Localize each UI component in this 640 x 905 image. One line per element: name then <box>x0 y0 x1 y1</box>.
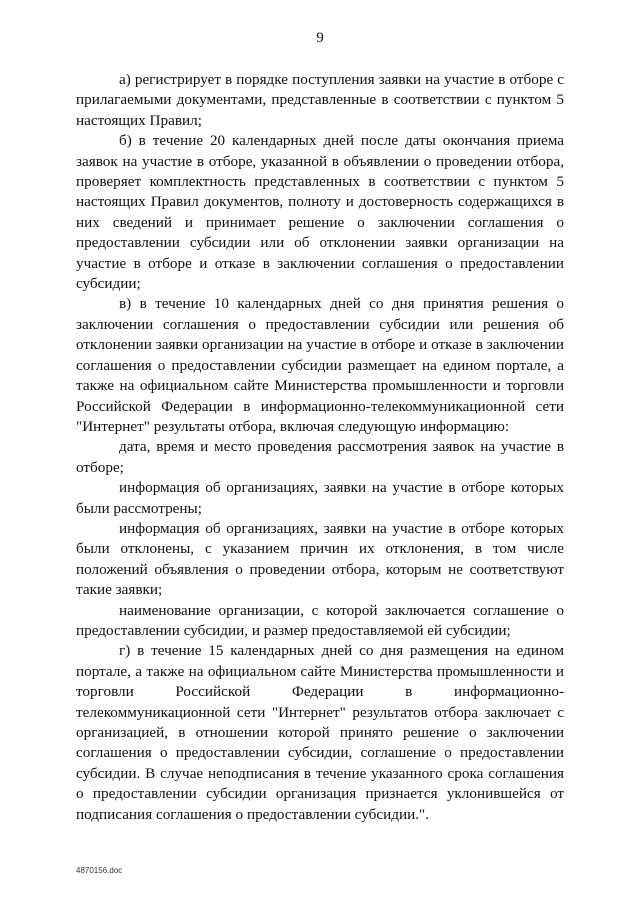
list-item-date: дата, время и место проведения рассмотрения заявок на участие в отборе; <box>76 438 564 476</box>
page-number: 9 <box>316 30 324 46</box>
paragraph-g: г) в течение 15 календарных дней со дня размещения на едином портале, а также на официальном сайте Министерства промышленности и торговли Российской Федерации в информационно-телекоммуникационной сети "Интернет" результатов отбора заключает с организацией, в отношении которой принято решение о заключении соглашения о предоставлении субсидии, соглашение о предоставлении субсидии. В случае неподписания в течение указанного срока соглашения о предоставлении субсидии организация признается уклонившейся от подписания соглашения о предоставлении субсидии.". <box>76 642 564 823</box>
document-filename: 4870156.doc <box>76 866 123 875</box>
list-item-recipient: наименование организации, с которой заключается соглашение о предоставлении субсидии, и размер предоставляемой ей субсидии; <box>76 601 564 639</box>
list-item-rejected: информация об организациях, заявки на участие в отборе которых были отклонены, с указанием причин их отклонения, в том числе положений объявления о проведении отбора, которым не соответствуют такие заявки; <box>76 519 564 599</box>
paragraph-b: б) в течение 20 календарных дней после даты окончания приема заявок на участие в отборе, указанной в объявлении о проведении отбора, проверяет комплектность представленных в соответствии с пунктом 5 настоящих Правил документов, полноту и достоверность содержащихся в них сведений и принимает решение о заключении соглашения о предоставлении субсидии или об отклонении заявки организации на участие в отборе и отказе в заключении соглашения о предоставлении субсидии; <box>76 132 564 293</box>
paragraph-a: а) регистрирует в порядке поступления заявки на участие в отборе с прилагаемыми документами, представленные в соответствии с пунктом 5 настоящих Правил; <box>76 71 564 129</box>
list-item-reviewed: информация об организациях, заявки на участие в отборе которых были рассмотрены; <box>76 479 564 517</box>
document-body <box>76 70 564 825</box>
paragraph-v: в) в течение 10 календарных дней со дня принятия решения о заключении соглашения о предоставлении субсидии или решения об отклонении заявки организации на участие в отборе и отказе в заключении соглашения о предоставлении субсидии размещает на едином портале, а также на официальном сайте Министерства промышленности и торговли Российской Федерации в информационно-телекоммуникационной сети "Интернет" результаты отбора, включая следующую информацию: <box>76 295 564 435</box>
